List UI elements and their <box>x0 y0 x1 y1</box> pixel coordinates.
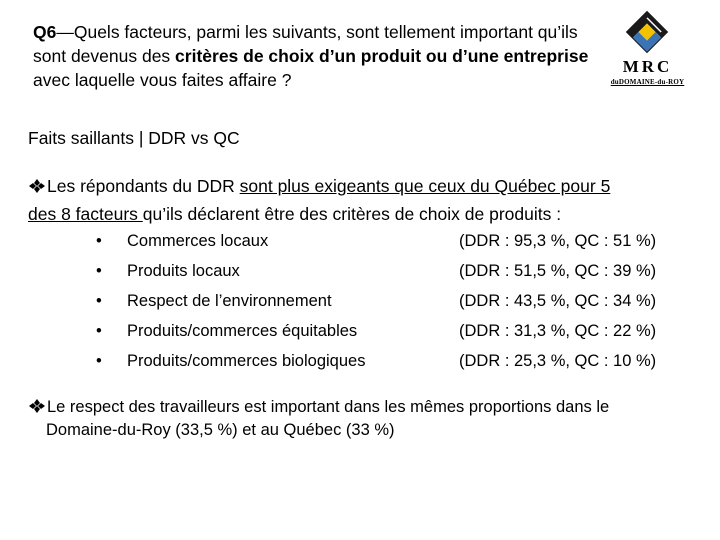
logo-title: MRC <box>622 57 673 76</box>
diamond-bullet-icon <box>28 178 46 194</box>
para2-line1: Le respect des travailleurs est important dans les mêmes proportions dans le <box>47 398 610 416</box>
list-item <box>96 232 696 262</box>
paragraph-1 <box>28 172 693 228</box>
section-heading: Faits saillants | DDR vs QC <box>28 128 240 148</box>
factor-label: Commerces locaux <box>127 232 269 250</box>
paragraph-2 <box>28 396 693 442</box>
para1-start: Les répondants du DDR <box>47 176 240 196</box>
logo-subtitle: duDOMAINE-du-ROY <box>610 78 685 86</box>
bullet: • <box>96 232 102 250</box>
question-part2: avec laquelle vous faites affaire ? <box>33 70 292 90</box>
factor-stat: (DDR : 43,5 %, QC : 34 %) <box>459 292 657 310</box>
bullet: • <box>96 322 102 340</box>
list-item <box>96 352 696 382</box>
bullet: • <box>96 262 102 280</box>
mrc-logo-graphic <box>600 8 695 56</box>
factor-stat: (DDR : 31,3 %, QC : 22 %) <box>459 322 657 340</box>
para1-underline-1: sont plus exigeants que ceux du Québec pour 5 <box>239 176 611 196</box>
list-item <box>96 262 696 292</box>
factor-stat: (DDR : 95,3 %, QC : 51 %) <box>459 232 657 250</box>
factor-label: Respect de l’environnement <box>127 292 332 310</box>
question-dash: — <box>56 22 74 42</box>
factor-label: Produits locaux <box>127 262 240 280</box>
bullet: • <box>96 292 102 310</box>
question-bold: critères de choix d’un produit ou d’une entreprise <box>175 46 589 66</box>
para1-end: qu’ils déclarent être des critères de choix de produits : <box>142 204 562 224</box>
question-label: Q6 <box>33 22 57 42</box>
question-part1: Quels facteurs, parmi les suivants, sont tellement important qu’ils sont devenus des <box>33 22 578 66</box>
diamond-bullet-icon <box>28 398 46 414</box>
para2-line2: Domaine-du-Roy (33,5 %) et au Québec (33 %) <box>46 421 395 439</box>
factor-label: Produits/commerces biologiques <box>127 352 366 370</box>
bullet: • <box>96 352 102 370</box>
list-item <box>96 292 696 322</box>
question-text <box>33 20 593 92</box>
factor-stat: (DDR : 51,5 %, QC : 39 %) <box>459 262 657 280</box>
factor-label: Produits/commerces équitables <box>127 322 358 340</box>
list-item <box>96 322 696 352</box>
para1-underline-2: des 8 facteurs <box>28 204 143 224</box>
factor-stat: (DDR : 25,3 %, QC : 10 %) <box>459 352 657 370</box>
mrc-logo <box>600 8 695 98</box>
